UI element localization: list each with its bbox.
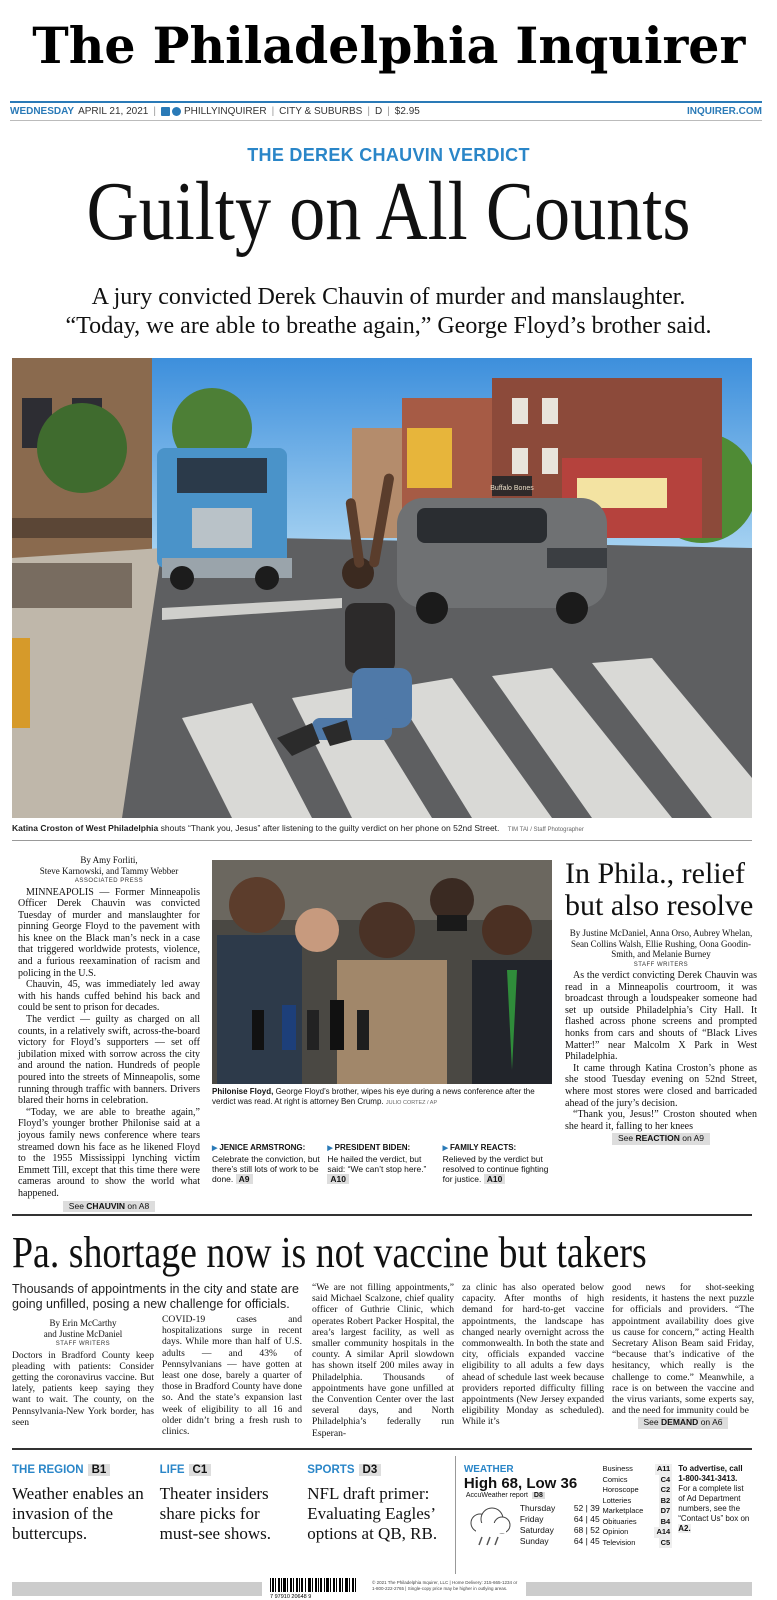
press-conference-photo (212, 860, 552, 1084)
weather-headline: High 68, Low 36 (463, 1475, 578, 1492)
caption-text: George Floyd’s brother, wipes his eye during a news conference after the verdict was read. At right is attorney Ben Crump. (212, 1087, 535, 1106)
paragraph: As the verdict convicting Derek Chauvin was read in a Minneapolis courtroom, it was broadcast through a loudspeaker someone had set up outside Philadelphia’s City Hall. It flashed across phone screens and prompted honks from cars and shouts of “Black Lives Matter!” near Malcolm X Park in West Philadelphia. (565, 970, 757, 1063)
byline-line1: By Erin McCarthy (49, 1318, 117, 1328)
divider (12, 840, 752, 841)
lead-photo-illustration (12, 358, 752, 818)
section-region[interactable] (12, 1456, 160, 1574)
byline-agency: ASSOCIATED PRESS (74, 878, 144, 884)
press-conference-caption (212, 1087, 552, 1108)
paragraph: “Today, we are able to breathe again,” Floyd’s younger brother Philonise said at a joyous family news conference where tears streamed down his face as he likened Floyd to the 1955 Mississippi lynching victim Emmett Till, except that this time there were cameras around to show the world what happened. (18, 1106, 200, 1199)
teaser-page: A10 (327, 1174, 349, 1184)
phila-byline (565, 928, 757, 970)
dek-text: Thousands of appointments in the city and state are going unfilled, posing a new challenge for officials. (12, 1282, 299, 1311)
dateline-day: WEDNESDAY (10, 106, 75, 117)
teaser-tag: ▶ PRESIDENT BIDEN: (327, 1143, 436, 1154)
paragraph: It came through Katina Croston’s phone as she stood Tuesday evening on 52nd Street, where most stores were closed and barricaded ahead of the jury’s decision. (565, 1062, 757, 1109)
paragraph: “Thank you, Jesus!” Croston shouted when she heard it, falling to her knees (565, 1109, 757, 1132)
newspaper-name: The Philadelphia Inquirer (31, 16, 745, 75)
vaccine-jump-link[interactable]: See DEMAND on A6 (638, 1417, 729, 1428)
paragraph: good news for shot-seeking residents, it hastens the next puzzle for officials and providers. “The appointment availability does give us cause for concern,” acting Health Secretary Alison Beam said Friday, “because that’s indicative of the hesitancy, which really is the challenge to come.” Meanwhile, a race is on between the vaccine and the virus variants, some experts say, and the need for immunity could be (612, 1282, 754, 1417)
lead-photo (12, 358, 752, 818)
dateline-site[interactable]: INQUIRER.COM (687, 106, 762, 117)
index-item[interactable]: Comics C4 (602, 1474, 671, 1484)
caption-text: shouts “Thank you, Jesus” after listening to the guilty verdict on her phone on 52nd Street. (160, 823, 500, 833)
divider (12, 1448, 752, 1450)
dateline-edition: CITY & SUBURBS (279, 106, 363, 117)
dateline-date: APRIL 21, 2021 (78, 106, 149, 117)
legal-text: © 2021 The Philadelphia Inquirer, LLC | Home Delivery: 215-665-1234 or 1-800-222-2765 | Single-copy price may be higher in outlying areas. (372, 1580, 518, 1591)
paragraph: The verdict — guilty as charged on all counts, in a relatively swift, across-the-board victory for Floyd’s supporters — set off jubilation mixed with sorrow across the city and around the nation. Hundreds of people poured into the streets of Minneapolis, some running through traffic with banners. Drivers blared their horns in celebration. (18, 1014, 200, 1107)
vaccine-col1 (12, 1318, 154, 1437)
twitter-icon (172, 107, 181, 116)
weather-aw-text: AccuWeather report (465, 1492, 528, 1499)
facebook-icon (161, 107, 170, 116)
index-item[interactable]: Horoscope C2 (602, 1485, 671, 1494)
advert-line2: For a complete list of Ad Department numbers, see the “Contact Us” box on (678, 1484, 750, 1523)
vaccine-headline: Pa. shortage now is not vaccine but takers (12, 1228, 647, 1277)
index-item[interactable]: Obituaries B4 (602, 1516, 671, 1526)
teaser-text: Celebrate the conviction, but there’s still lots of work to be done. (212, 1154, 320, 1184)
lead-dek-line2: “Today, we are able to breathe again,” George Floyd’s brother said. (65, 313, 712, 339)
chauvin-body (18, 887, 200, 1200)
weather-forecast (520, 1503, 603, 1547)
section-page: B1 (88, 1464, 111, 1476)
press-conference-illustration (212, 860, 552, 1084)
paragraph: Chauvin, 45, was immediately led away with his hands cuffed behind his back and could be sent to prison for decades. (18, 979, 200, 1014)
phila-jump-link[interactable]: See REACTION on A9 (612, 1133, 710, 1145)
section-teaser: NFL draft primer: Evaluating Eagles’ options at QB, RB. (307, 1484, 438, 1543)
chauvin-byline (18, 855, 200, 887)
teaser-text: He hailed the verdict, but said: “We can’t stop here.” (327, 1154, 427, 1174)
advert-page: A2. (678, 1524, 691, 1533)
chauvin-jump-link[interactable]: See CHAUVIN on A8 (63, 1201, 155, 1213)
teaser-tag: ▶ FAMILY REACTS: (443, 1143, 552, 1154)
weather-label: WEATHER (463, 1464, 514, 1475)
lead-headline: Guilty on All Counts (86, 165, 691, 258)
cloud-rain-icon (464, 1507, 514, 1551)
masthead (0, 0, 777, 100)
index-item[interactable]: Marketplace D7 (602, 1506, 671, 1515)
section-label: LIFE (159, 1464, 185, 1476)
barcode-icon (268, 1578, 368, 1598)
vaccine-col2: COVID-19 cases and hospitalizations surge in recent days. While more than half of U.S. adults — and 43% of Pennsylvanians — have gotten at least one dose, barely a quarter of those in Bradford County have done so. And the state’s expansion last week of eligibility to all 16 and older didn’t bring a fresh rush to clinics. (162, 1314, 302, 1438)
forecast-row: Sunday 64 | 45 (519, 1536, 600, 1546)
section-page: D3 (359, 1464, 382, 1476)
caption-credit: JULIO CORTEZ / AP (385, 1100, 438, 1106)
index-item[interactable]: Television C5 (602, 1537, 671, 1547)
phila-headline: In Phila., relief but also resolve (565, 857, 754, 922)
footer-bar-right (526, 1582, 752, 1596)
caption-name: Philonise Floyd, (212, 1087, 274, 1096)
byline-line2: Steve Karnowski, and Tammy Webber (39, 865, 179, 876)
teaser-biden[interactable] (327, 1143, 436, 1184)
forecast-row: Saturday 68 | 52 (519, 1525, 600, 1535)
vaccine-dek (12, 1282, 302, 1437)
vaccine-col5 (612, 1282, 754, 1429)
forecast-row: Thursday 52 | 39 (519, 1503, 600, 1513)
section-sports[interactable] (307, 1456, 455, 1574)
vaccine-col4: za clinic has also operated below capacity. After months of high demand for hard-to-get vaccine appointments, the landscape has changed nearly overnight across the commonwealth. In both the state and city, officials expanded vaccine eligibility to all adults a few days ahead of schedule last week because providers reported difficulty filling appointments (New Jersey expanded eligibility Monday as scheduled). While it’s (462, 1282, 604, 1428)
dateline-social: PHILLYINQUIRER (183, 106, 267, 117)
teaser-page: A9 (236, 1174, 253, 1184)
divider (12, 1214, 752, 1216)
weather-box (455, 1456, 603, 1574)
lead-kicker: THE DEREK CHAUVIN VERDICT (247, 145, 530, 165)
barcode-number: 7 97910 20648 9 (270, 1594, 312, 1598)
dateline-section: D (374, 106, 383, 117)
index-item[interactable]: Opinion A14 (602, 1527, 671, 1536)
dateline-bar: WEDNESDAY APRIL 21, 2021 | PHILLYINQUIRER | CITY & SUBURBS | D | $2.95 INQUIRER.COM (10, 101, 762, 121)
phila-story (565, 858, 757, 1145)
byline-staff: STAFF WRITERS (633, 961, 689, 968)
chauvin-story (18, 855, 200, 1212)
section-label: THE REGION (12, 1464, 84, 1476)
phila-body (565, 970, 757, 1132)
teaser-family[interactable] (443, 1143, 552, 1184)
advert-line1: To advertise, call (678, 1464, 743, 1473)
advert-phone[interactable]: 1-800-341-3413. (678, 1474, 738, 1483)
section-strip (12, 1456, 752, 1574)
teaser-tag: ▶ JENICE ARMSTRONG: (212, 1143, 321, 1154)
teaser-text: Relieved by the verdict but resolved to continue fighting for justice. (442, 1154, 549, 1184)
forecast-row: Friday 64 | 45 (519, 1514, 600, 1524)
byline-line2: and Justine McDaniel (43, 1328, 123, 1339)
vaccine-col3: “We are not filling appointments,” said Michael Scalzone, chief quality officer of Guthrie Clinic, which operates Robert Packer Hospital, the area’s largest facility, as well as smaller community hospitals in the county. A similar April slowdown has shown itself 200 miles away in Philadelphia. Thousands of appointments have gone unfilled at the Convention Center over the last several days, and North Philadelphia’s federally run Esperan- (312, 1282, 454, 1439)
byline-staff: STAFF WRITERS (55, 1341, 111, 1347)
index-item[interactable]: Lotteries B2 (602, 1495, 671, 1505)
section-teaser: Weather enables an invasion of the buttercups. (12, 1484, 144, 1543)
section-label: SPORTS (307, 1464, 355, 1476)
teaser-row (212, 1143, 552, 1184)
paragraph: MINNEAPOLIS — Former Minneapolis Officer Derek Chauvin was convicted Tuesday of murder and manslaughter for pinning George Floyd to the pavement with his knee on the Black man’s neck in a case that triggered worldwide protests, violence, and a furious reexamination of racism and policing in the U.S. (18, 886, 200, 979)
advertise-box (672, 1456, 752, 1574)
lead-photo-caption (12, 823, 752, 833)
footer-bar-left (12, 1582, 262, 1596)
dateline-price: $2.95 (394, 106, 420, 117)
storefront-sign: Buffalo Bones (490, 485, 534, 492)
section-page: C1 (189, 1464, 212, 1476)
weather-aw-page: D8 (533, 1492, 543, 1499)
section-life[interactable] (160, 1456, 308, 1574)
byline-text: By Justine McDaniel, Anna Orso, Aubrey Whelan, Sean Collins Walsh, Ellie Rushing, Oona Goodin-Smith, and Melanie Burney (569, 928, 753, 959)
teaser-page: A10 (484, 1174, 506, 1184)
index-item[interactable]: Business A11 (602, 1464, 671, 1473)
caption-name: Katina Croston of West Philadelphia (12, 823, 159, 833)
section-teaser: Theater insiders share picks for must-see shows. (159, 1484, 272, 1543)
paragraph: Doctors in Bradford County keep pleading with patients: Consider getting the coronavirus vaccine. But lately, patients keep saying they want to wait. The county, on the Pennsylvania-New York border, has seen (12, 1349, 154, 1428)
byline-line1: By Amy Forliti, (80, 855, 138, 865)
teaser-armstrong[interactable] (212, 1143, 321, 1184)
caption-credit: TIM TAI / Staff Photographer (507, 827, 584, 833)
lead-dek (0, 283, 777, 341)
page-index (602, 1456, 672, 1574)
lead-dek-line1: A jury convicted Derek Chauvin of murder and manslaughter. (91, 284, 686, 310)
